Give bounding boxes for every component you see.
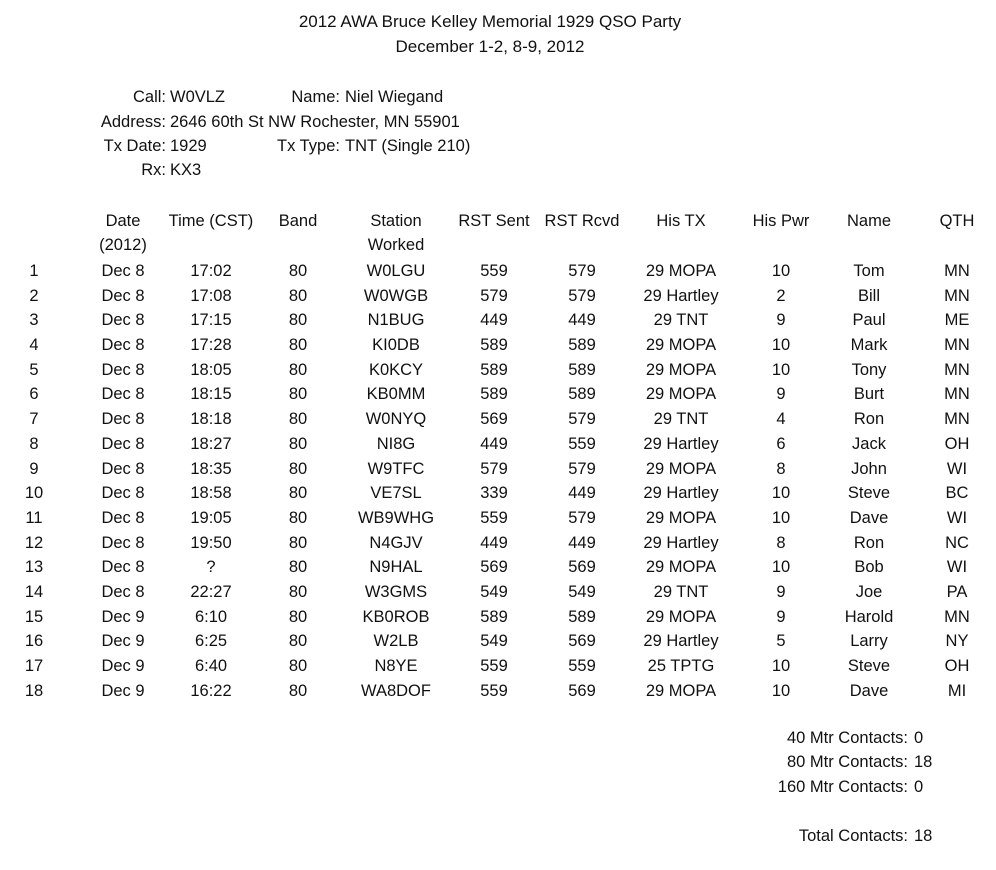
row-rst-sent: 559	[480, 508, 508, 527]
row-date: Dec 8	[101, 558, 145, 577]
row-rst-sent: 589	[480, 360, 508, 379]
row-number: 10	[24, 484, 44, 503]
row-rst-rcvd: 579	[568, 459, 596, 478]
row-his-pwr: 6	[776, 434, 786, 453]
table-row	[0, 308, 996, 333]
row-name: Larry	[850, 632, 888, 651]
row-qth: MI	[947, 681, 967, 700]
col-date-title: Date	[105, 212, 141, 230]
row-date: Dec 8	[101, 459, 145, 478]
row-number: 17	[24, 657, 44, 675]
row-rst-sent: 579	[480, 459, 508, 478]
row-name: Tony	[851, 360, 887, 379]
row-station: N8YE	[374, 657, 418, 675]
row-date: Dec 8	[101, 311, 145, 330]
row-date: Dec 8	[101, 336, 145, 355]
table-row	[0, 629, 996, 654]
table-row	[0, 654, 996, 679]
row-his-pwr: 4	[776, 410, 786, 429]
row-his-tx: 29 MOPA	[645, 681, 717, 700]
row-name: Jack	[852, 434, 886, 453]
row-name: Ron	[853, 410, 885, 429]
qso-log-table	[0, 209, 996, 703]
row-band: 80	[288, 410, 308, 429]
row-qth: MN	[944, 360, 970, 379]
col-station-title: Station	[370, 212, 422, 230]
row-his-tx: 29 MOPA	[645, 262, 717, 280]
row-rst-sent: 549	[480, 582, 508, 601]
row-time: 17:15	[190, 311, 232, 330]
row-rst-rcvd: 589	[568, 385, 596, 404]
row-band: 80	[288, 484, 308, 503]
row-band: 80	[288, 533, 308, 552]
row-rst-rcvd: 589	[568, 336, 596, 355]
total-label: Total Contacts:	[798, 827, 908, 845]
row-his-tx: 29 Hartley	[643, 533, 719, 552]
table-row	[0, 407, 996, 432]
row-his-pwr: 9	[776, 582, 786, 601]
row-time: ?	[206, 558, 216, 577]
row-band: 80	[288, 508, 308, 527]
row-band: 80	[288, 558, 308, 577]
row-his-pwr: 10	[771, 360, 791, 379]
col-name-header: Name	[846, 212, 891, 230]
row-band: 80	[288, 360, 308, 379]
row-number: 16	[24, 632, 44, 651]
tx-date-value: 1929	[170, 137, 207, 155]
row-time: 19:50	[190, 533, 232, 552]
row-time: 6:10	[194, 607, 228, 626]
row-his-pwr: 10	[771, 336, 791, 355]
row-number: 3	[29, 311, 39, 330]
row-his-pwr: 8	[776, 459, 786, 478]
row-time: 18:05	[190, 360, 232, 379]
event-dates: December 1-2, 8-9, 2012	[395, 37, 585, 56]
row-rst-sent: 449	[480, 533, 508, 552]
row-number: 2	[29, 286, 39, 305]
row-date: Dec 8	[101, 385, 145, 404]
row-rst-rcvd: 449	[568, 484, 596, 503]
rx-value: KX3	[170, 161, 202, 179]
col-time-header: Time (CST)	[168, 212, 254, 230]
row-his-tx: 29 MOPA	[645, 360, 717, 379]
row-his-tx: 29 Hartley	[643, 434, 719, 453]
tx-type-value: TNT (Single 210)	[345, 137, 471, 155]
row-station: W9TFC	[367, 459, 425, 478]
row-his-tx: 29 TNT	[653, 582, 709, 601]
row-number: 5	[29, 360, 39, 379]
row-his-tx: 29 MOPA	[645, 508, 717, 527]
row-rst-rcvd: 449	[568, 533, 596, 552]
row-band: 80	[288, 262, 308, 280]
row-qth: MN	[944, 286, 970, 305]
table-row	[0, 580, 996, 605]
table-row	[0, 259, 996, 284]
row-station: W0LGU	[366, 262, 426, 280]
row-date: Dec 8	[101, 508, 145, 527]
row-his-pwr: 9	[776, 607, 786, 626]
row-qth: MN	[944, 336, 970, 355]
row-station: N9HAL	[369, 558, 423, 577]
row-rst-rcvd: 569	[568, 632, 596, 651]
row-his-tx: 29 MOPA	[645, 385, 717, 404]
total-value: 18	[914, 827, 933, 845]
row-station: KB0MM	[366, 385, 426, 404]
tx-date-label: Tx Date:	[103, 137, 166, 155]
row-time: 6:25	[194, 632, 228, 651]
row-name: Burt	[853, 385, 885, 404]
col-station-header	[340, 209, 452, 257]
mtr160-label: 160 Mtr Contacts:	[777, 778, 908, 796]
row-rst-sent: 589	[480, 607, 508, 626]
row-rst-rcvd: 569	[568, 681, 596, 700]
row-name: Joe	[855, 582, 883, 601]
row-his-pwr: 10	[771, 262, 791, 280]
row-station: N1BUG	[367, 311, 425, 330]
row-his-pwr: 9	[776, 311, 786, 330]
row-qth: NC	[945, 533, 969, 552]
row-band: 80	[288, 657, 308, 675]
table-row	[0, 333, 996, 358]
row-station: WA8DOF	[361, 681, 431, 700]
row-qth: ME	[944, 311, 970, 330]
row-his-tx: 29 TNT	[653, 410, 709, 429]
row-qth: MN	[944, 262, 970, 280]
row-time: 18:15	[190, 385, 232, 404]
row-name: Dave	[849, 681, 889, 700]
row-band: 80	[288, 336, 308, 355]
row-station: W0WGB	[363, 286, 429, 305]
call-value: W0VLZ	[170, 88, 226, 106]
row-station: KB0ROB	[362, 607, 430, 626]
row-time: 18:18	[190, 410, 232, 429]
row-his-tx: 25 TPTG	[647, 657, 715, 675]
row-his-tx: 29 Hartley	[643, 484, 719, 503]
call-label: Call:	[132, 88, 166, 106]
row-band: 80	[288, 385, 308, 404]
row-his-pwr: 10	[771, 508, 791, 527]
row-qth: MN	[944, 385, 970, 404]
table-body	[0, 259, 996, 703]
table-row	[0, 284, 996, 309]
row-qth: OH	[944, 434, 970, 453]
row-rst-rcvd: 569	[568, 558, 596, 577]
mtr40-label: 40 Mtr Contacts:	[786, 729, 908, 747]
row-rst-sent: 559	[480, 657, 508, 675]
name-label: Name:	[291, 88, 340, 106]
col-date-header	[90, 209, 156, 257]
row-name: Tom	[853, 262, 885, 280]
row-rst-rcvd: 449	[568, 311, 596, 330]
table-header	[0, 209, 996, 259]
row-station: NI8G	[376, 434, 416, 453]
row-number: 11	[25, 508, 43, 527]
row-his-tx: 29 MOPA	[645, 558, 717, 577]
row-his-pwr: 10	[771, 657, 791, 675]
row-rst-rcvd: 579	[568, 410, 596, 429]
row-rst-rcvd: 559	[568, 657, 596, 675]
row-station: W2LB	[373, 632, 419, 651]
row-qth: WI	[946, 508, 968, 527]
row-time: 17:08	[190, 286, 232, 305]
row-rst-sent: 589	[480, 385, 508, 404]
row-number: 1	[29, 262, 39, 280]
row-rst-rcvd: 579	[568, 286, 596, 305]
rx-label: Rx:	[141, 161, 166, 179]
row-date: Dec 8	[101, 262, 145, 280]
table-row	[0, 506, 996, 531]
row-his-tx: 29 Hartley	[643, 632, 719, 651]
row-band: 80	[288, 311, 308, 330]
row-station: K0KCY	[368, 360, 424, 379]
row-number: 4	[29, 336, 39, 355]
table-row	[0, 555, 996, 580]
row-his-tx: 29 TNT	[653, 311, 709, 330]
row-his-tx: 29 MOPA	[645, 336, 717, 355]
row-name: Dave	[849, 508, 889, 527]
row-name: Mark	[850, 336, 888, 355]
row-number: 8	[29, 434, 39, 453]
table-row	[0, 679, 996, 704]
row-qth: MN	[944, 410, 970, 429]
row-name: Bill	[857, 286, 880, 305]
row-date: Dec 9	[101, 681, 145, 700]
col-band-header: Band	[278, 212, 318, 230]
row-time: 18:27	[190, 434, 232, 453]
address-value: 2646 60th St NW Rochester, MN 55901	[170, 113, 460, 131]
row-qth: NY	[945, 632, 969, 651]
row-time: 16:22	[190, 681, 232, 700]
row-band: 80	[288, 434, 308, 453]
row-his-pwr: 10	[771, 558, 791, 577]
row-band: 80	[288, 681, 308, 700]
row-band: 80	[288, 582, 308, 601]
col-date-subtitle: (2012)	[99, 236, 147, 254]
page-title: 2012 AWA Bruce Kelley Memorial 1929 QSO Party	[298, 12, 682, 31]
mtr40-value: 0	[914, 729, 924, 747]
table-row	[0, 481, 996, 506]
row-number: 13	[24, 558, 44, 577]
row-qth: PA	[946, 582, 968, 601]
table-row	[0, 605, 996, 630]
table-row	[0, 457, 996, 482]
row-date: Dec 8	[101, 360, 145, 379]
row-qth: OH	[944, 657, 970, 675]
address-label: Address:	[100, 113, 166, 131]
row-name: Paul	[852, 311, 886, 330]
row-time: 17:28	[190, 336, 232, 355]
row-date: Dec 8	[101, 410, 145, 429]
row-station: N4GJV	[369, 533, 423, 552]
row-rst-sent: 449	[480, 434, 508, 453]
row-his-pwr: 5	[776, 632, 786, 651]
row-station: VE7SL	[370, 484, 422, 503]
row-rst-rcvd: 559	[568, 434, 596, 453]
row-station: W3GMS	[364, 582, 428, 601]
table-row	[0, 531, 996, 556]
row-station: WB9WHG	[357, 508, 435, 527]
row-band: 80	[288, 286, 308, 305]
row-number: 12	[24, 533, 44, 552]
row-rst-sent: 549	[480, 632, 508, 651]
row-date: Dec 8	[101, 582, 145, 601]
table-row	[0, 432, 996, 457]
row-rst-sent: 569	[480, 410, 508, 429]
row-number: 15	[24, 607, 44, 626]
table-row	[0, 358, 996, 383]
row-his-pwr: 9	[776, 385, 786, 404]
row-rst-rcvd: 589	[568, 607, 596, 626]
row-number: 18	[24, 681, 44, 700]
col-rst-rcvd-header: RST Rcvd	[544, 212, 620, 230]
row-time: 17:02	[190, 262, 232, 280]
row-qth: MN	[944, 607, 970, 626]
row-his-pwr: 2	[776, 286, 786, 305]
row-date: Dec 8	[101, 286, 145, 305]
row-time: 19:05	[190, 508, 232, 527]
row-rst-rcvd: 579	[568, 508, 596, 527]
col-rst-sent-header: RST Sent	[458, 212, 530, 230]
col-his-tx-header: His TX	[656, 212, 706, 230]
row-date: Dec 9	[101, 607, 145, 626]
row-name: John	[851, 459, 887, 478]
row-band: 80	[288, 459, 308, 478]
row-rst-rcvd: 579	[568, 262, 596, 280]
row-name: Harold	[844, 607, 894, 626]
row-qth: WI	[946, 558, 968, 577]
row-rst-sent: 449	[480, 311, 508, 330]
row-his-tx: 29 MOPA	[645, 459, 717, 478]
row-name: Steve	[847, 484, 891, 503]
row-his-pwr: 10	[771, 681, 791, 700]
row-number: 14	[24, 582, 44, 601]
row-rst-sent: 559	[480, 262, 508, 280]
row-time: 18:35	[190, 459, 232, 478]
row-band: 80	[288, 632, 308, 651]
row-number: 7	[29, 410, 39, 429]
row-rst-sent: 339	[480, 484, 508, 503]
tx-type-label: Tx Type:	[277, 137, 340, 155]
row-name: Bob	[854, 558, 884, 577]
row-time: 6:40	[194, 657, 228, 675]
mtr80-label: 80 Mtr Contacts:	[786, 753, 908, 771]
col-qth-header: QTH	[939, 212, 975, 230]
row-his-tx: 29 Hartley	[643, 286, 719, 305]
row-time: 22:27	[190, 582, 232, 601]
row-date: Dec 9	[101, 632, 145, 651]
row-date: Dec 8	[101, 533, 145, 552]
row-number: 6	[29, 385, 39, 404]
row-rst-sent: 579	[480, 286, 508, 305]
row-station: KI0DB	[372, 336, 420, 355]
row-rst-sent: 589	[480, 336, 508, 355]
row-name: Ron	[853, 533, 885, 552]
row-time: 18:58	[190, 484, 232, 503]
row-his-pwr: 10	[771, 484, 791, 503]
row-qth: BC	[945, 484, 969, 503]
name-value: Niel Wiegand	[345, 88, 444, 106]
row-his-pwr: 8	[776, 533, 786, 552]
mtr80-value: 18	[914, 753, 933, 771]
col-station-subtitle: Worked	[367, 236, 425, 254]
col-his-pwr-header: His Pwr	[752, 212, 810, 230]
row-rst-sent: 569	[480, 558, 508, 577]
row-rst-rcvd: 549	[568, 582, 596, 601]
row-name: Steve	[847, 657, 891, 675]
row-date: Dec 8	[101, 434, 145, 453]
table-row	[0, 382, 996, 407]
row-rst-sent: 559	[480, 681, 508, 700]
row-his-tx: 29 MOPA	[645, 607, 717, 626]
row-station: W0NYQ	[365, 410, 427, 429]
row-date: Dec 9	[101, 657, 145, 675]
row-number: 9	[29, 459, 39, 478]
row-rst-rcvd: 589	[568, 360, 596, 379]
row-band: 80	[288, 607, 308, 626]
mtr160-value: 0	[914, 778, 924, 796]
row-qth: WI	[946, 459, 968, 478]
row-date: Dec 8	[101, 484, 145, 503]
